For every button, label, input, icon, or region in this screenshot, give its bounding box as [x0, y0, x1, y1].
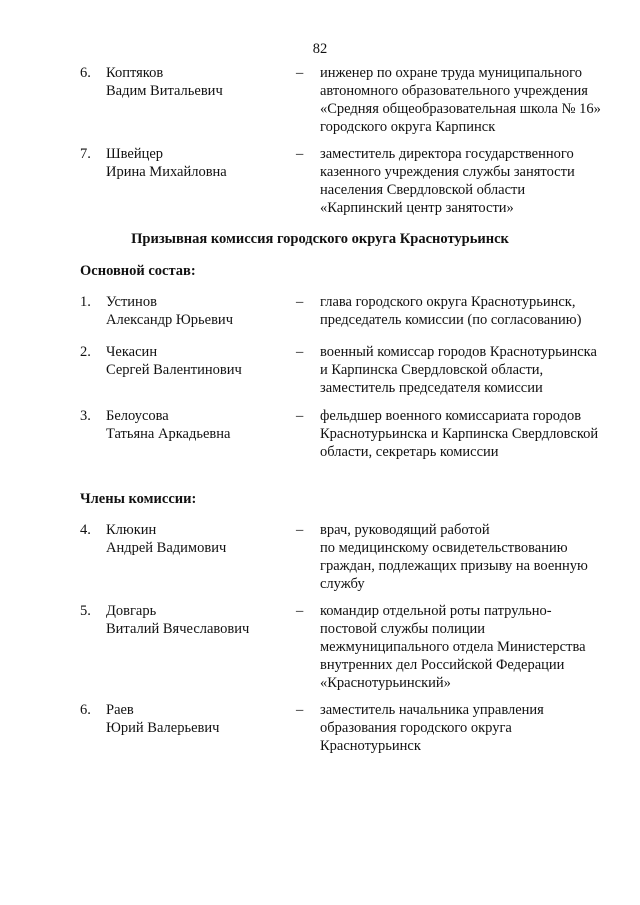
position-line: автономного образовательного учреждения [320, 83, 588, 99]
position-line: фельдшер военного комиссариата городов [320, 408, 582, 424]
main-composition-heading: Основной состав: [80, 263, 196, 279]
position-line: «Средняя общеобразовательная школа № 16» [320, 101, 601, 117]
given-names: Андрей Вадимович [106, 540, 227, 556]
given-names: Татьяна Аркадьевна [106, 426, 231, 442]
person-name [106, 343, 306, 379]
given-names: Юрий Валерьевич [106, 720, 220, 736]
position-text [320, 293, 620, 329]
position-line: командир отдельной роты патрульно- [320, 603, 552, 619]
position-line: заместитель председателя комиссии [320, 380, 543, 396]
position-text [320, 343, 620, 397]
person-name [106, 521, 306, 557]
position-text [320, 701, 620, 755]
surname: Белоусова [106, 408, 169, 424]
item-number: 3. [80, 408, 91, 424]
position-text [320, 521, 620, 593]
position-line: граждан, подлежащих призыву на военную [320, 558, 588, 574]
position-text [320, 602, 620, 692]
given-names: Александр Юрьевич [106, 312, 233, 328]
members-heading: Члены комиссии: [80, 491, 197, 507]
position-line: врач, руководящий работой [320, 522, 490, 538]
given-names: Сергей Валентинович [106, 362, 242, 378]
person-name [106, 64, 306, 100]
surname: Клюкин [106, 522, 157, 538]
position-line: инженер по охране труда муниципального [320, 65, 582, 81]
position-line: заместитель начальника управления [320, 702, 544, 718]
item-number: 7. [80, 146, 91, 162]
person-name [106, 407, 306, 443]
position-line: военный комиссар городов Краснотурьинска [320, 344, 597, 360]
position-line: «Краснотурьинский» [320, 675, 451, 691]
dash: – [296, 408, 304, 424]
person-name [106, 145, 306, 181]
position-line: городского округа Карпинск [320, 119, 496, 135]
position-line: казенного учреждения службы занятости [320, 164, 575, 180]
page-number: 82 [312, 41, 328, 57]
given-names: Ирина Михайловна [106, 164, 227, 180]
position-text [320, 64, 620, 136]
position-line: по медицинскому освидетельствованию [320, 540, 568, 556]
surname: Довгарь [106, 603, 157, 619]
position-line: межмуниципального отдела Министерства [320, 639, 586, 655]
position-line: «Карпинский центр занятости» [320, 200, 514, 216]
position-line: области, секретарь комиссии [320, 444, 499, 460]
item-number: 2. [80, 344, 91, 360]
item-number: 5. [80, 603, 91, 619]
position-text [320, 407, 620, 461]
surname: Коптяков [106, 65, 164, 81]
commission-title: Призывная комиссия городского округа Краснотурьинск [131, 231, 509, 247]
position-line: населения Свердловской области [320, 182, 526, 198]
person-name [106, 701, 306, 737]
position-line: постовой службы полиции [320, 621, 485, 637]
surname: Чекасин [106, 344, 158, 360]
position-line: Краснотурьинск [320, 738, 421, 754]
given-names: Виталий Вячеславович [106, 621, 250, 637]
dash: – [296, 522, 304, 538]
given-names: Вадим Витальевич [106, 83, 223, 99]
item-number: 4. [80, 522, 91, 538]
position-line: службу [320, 576, 365, 592]
position-line: образования городского округа [320, 720, 512, 736]
surname: Устинов [106, 294, 157, 310]
item-number: 6. [80, 65, 91, 81]
person-name [106, 293, 306, 329]
dash: – [296, 146, 304, 162]
position-line: заместитель директора государственного [320, 146, 574, 162]
position-line: глава городского округа Краснотурьинск, [320, 294, 576, 310]
position-line: внутренних дел Российской Федерации [320, 657, 565, 673]
dash: – [296, 65, 304, 81]
surname: Раев [106, 702, 134, 718]
position-line: и Карпинска Свердловской области, [320, 362, 544, 378]
dash: – [296, 294, 304, 310]
position-text [320, 145, 620, 217]
position-line: Краснотурьинска и Карпинска Свердловской [320, 426, 599, 442]
item-number: 1. [80, 294, 91, 310]
person-name [106, 602, 306, 638]
dash: – [296, 344, 304, 360]
position-line: председатель комиссии (по согласованию) [320, 312, 582, 328]
surname: Швейцер [106, 146, 164, 162]
item-number: 6. [80, 702, 91, 718]
dash: – [296, 603, 304, 619]
dash: – [296, 702, 304, 718]
